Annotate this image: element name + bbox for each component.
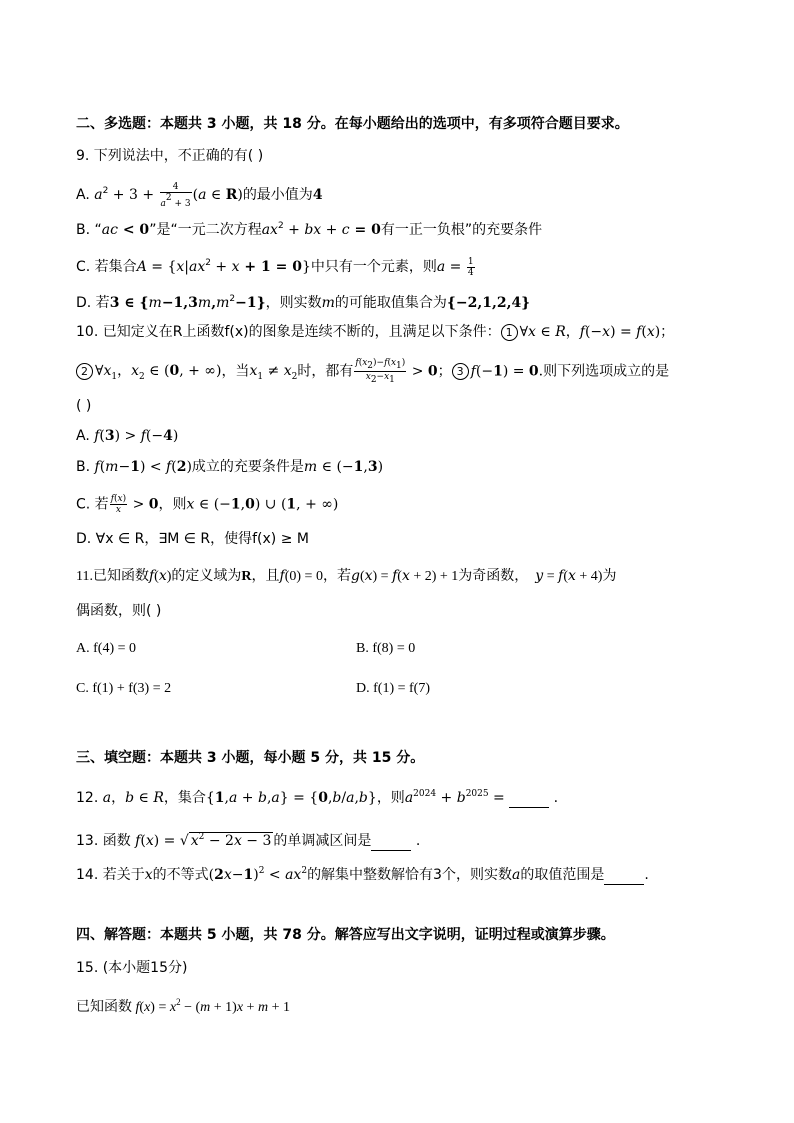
answer-blank[interactable] [371,836,411,851]
answer-blank[interactable] [604,870,644,885]
fraction: $\frac{f(x)}{x}$ [110,494,127,515]
q10-option-d: D. ∀x ∈ R，∃M ∈ R，使得f(x) ≥ M [76,531,309,547]
answer-blank[interactable] [509,793,549,808]
q11-option-c: C. f(1) + f(3) = 2 [76,681,172,696]
q10-option-c: C. 若 $\frac{f(x)}{x}$ > 0，则x ∈ (−1,0) ∪ (1, + ∞) [76,494,339,515]
q11-line1: 11.已知函数f(x)的定义域为R，且f(0) = 0，若g(x) = f(x + 2) + 1为奇函数， y = f(x + 4)为 [76,568,617,584]
circled-one: 1 [501,324,518,341]
q11-option-d: D. f(1) = f(7) [356,681,430,696]
circled-three: 3 [452,363,469,380]
fraction: $\frac{4}{a^2 + 3}$ [160,181,191,209]
q11-option-b: B. f(8) = 0 [356,641,416,656]
q9-option-d: D. 若3 ∈ $\{m-1,3m,m^2-1\}$，则实数m的可能取值集合为{−2,1,2,4} [76,294,531,311]
circled-two: 2 [76,363,93,380]
q9-stem: 9. 下列说法中，不正确的有( ) [76,148,264,164]
q10-line1: 10. 已知定义在R上函数f(x)的图象是连续不断的，且满足以下条件： 1 ∀x ∈ R，f(−x) = f(x)； [76,324,675,340]
q9-option-b: B. “ac < 0”是“一元二次方程$ax^2$ + bx + c = 0有一正一负根”的充要条件 [76,221,543,238]
section2-heading: 二、多选题：本题共 3 小题，共 18 分。在每小题给出的选项中，有多项符合题目要求。 [76,116,629,132]
q9-option-c: C. 若集合$A = \{x|ax^2 + x + 1 = 0\}$中只有一个元素，则a = $\frac{1}{4}$ [76,256,474,278]
q10-paren: ( ) [76,398,92,414]
section4-heading: 四、解答题：本题共 5 小题，共 78 分。解答应写出文字说明，证明过程或演算步骤。 [76,927,615,943]
section3-heading: 三、填空题：本题共 3 小题，每小题 5 分，共 15 分。 [76,750,425,766]
fraction: $\frac{1}{4}$ [467,256,474,278]
q15-line: 已知函数 $f(x) = x^2 - (m + 1)x + m + 1$ [76,997,290,1015]
q15-title: 15. (本小题15分) [76,960,188,976]
q10-option-a: A. f(3) > f(−4) [76,428,179,444]
fraction: $\frac{f(x_2)-f(x_1)}{x_2-x_1}$ [355,358,406,385]
q13: 13. 函数 f(x) = √ $x^2 - 2x - 3$ 的单调减区间是 . [76,832,421,849]
q10-option-b: B. f(m−1) < f(2)成立的充要条件是m ∈ (−1,3) [76,459,384,475]
q10-line2: 2 $\forall x_1$，$x_2$ ∈ (0, + ∞)，当$x_1 \ne x_2$时，都有 $\frac{f(x_2)-f(x_1)}{x_2-x_1}$ > 0； 3 f(−1) = 0.则下列选项成立的是 [76,358,669,387]
q11-line2: 偶函数，则( ) [76,603,162,619]
q9-option-a: A. $a^2 + 3$ + $\frac{4}{a^2 + 3}$ (a ∈ R)的最小值为4 [76,181,323,209]
q11-option-a: A. f(4) = 0 [76,641,137,656]
q14: 14. 若关于x的不等式$(2x-1)^2 < ax^2$的解集中整数解恰有3个，则实数a的取值范围是 . [76,866,649,883]
q12: 12. a，b ∈ R，集合{1,a + b,a} = {0,b/a,b}，则$a^{2024} + b^{2025}$ = . [76,789,559,806]
